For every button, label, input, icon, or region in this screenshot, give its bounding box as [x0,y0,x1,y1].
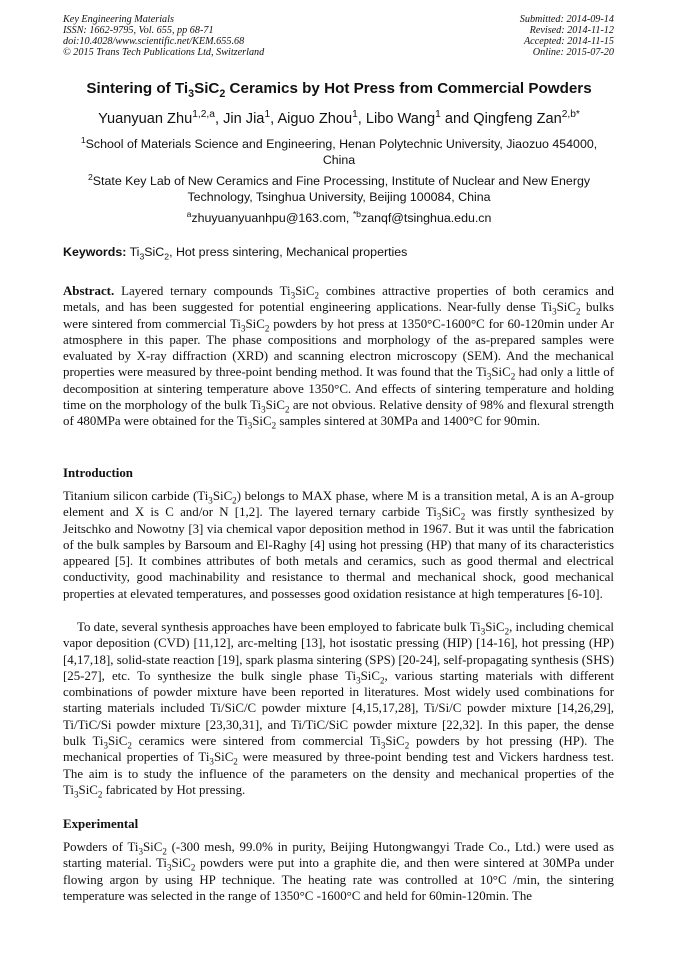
journal-name: Key Engineering Materials [63,14,174,25]
accepted-date: Accepted: 2014-11-15 [523,36,614,47]
author: Aiguo Zhou [277,111,353,127]
submitted-date: Submitted: 2014-09-14 [519,14,614,25]
author: Qingfeng Zan [473,111,562,127]
paper-title: Sintering of $Ti_3SiC_2$ Ceramics by Hot Press from Commercial Powders [86,80,592,101]
section-heading-experimental: Experimental [63,817,139,831]
keywords: Keywords: $Ti_3SiC_2$, Hot press sintering, Mechanical properties [63,245,408,262]
journal-header [63,14,264,58]
issn: ISSN: 1662-9795, Vol. 655, pp 68-71 [63,25,214,36]
author: Jin Jia [223,111,265,127]
experimental-paragraph-1: Powders of $Ti_3SiC_2$ (-300 mesh, 99.0% in purity, Beijing Hutongwangyi Trade Co., Ltd.) were used as starting material. $Ti_3SiC_2$ powders were put into a graphite die, and then were sintered at 30MPa under flowing argon by using HP technique. The heating rate was controlled at 10°C /min, the sintering temperature was selected in the range of 1350°C -1600°C and held for 60min-120min. The [63,840,614,903]
author: Yuanyuan Zhu [98,111,193,127]
affiliation-2: $^2$State Key Lab of New Ceramics and Fine Processing, Institute of Nuclear and New Energy Technology, Tsinghua University, Beijing 100084, China [87,171,591,204]
doi: doi:10.4028/www.scientific.net/KEM.655.68 [63,36,245,47]
online-date: Online: 2015-07-20 [532,47,614,58]
intro-paragraph-1: Titanium silicon carbide $(Ti_3SiC_2)$ belongs to MAX phase, where M is a transition metal, A is an A-group element and X is C and/or N [1,2]. The layered ternary carbide $Ti_3SiC_2$ was firstly synthesized by Jeitschko and Nowotny [3] via chemical vapor deposition method in 1967. But it was until the fabrication of the bulk samples by Barsoum and El-Raghy [4] using hot pressing (HP) that many of its characteristics appeared [5]. It combines attributes of both metals and ceramics, such as good thermal and electrical conductivity, good machinability and resistance to thermal and mechanical shock, good mechanical properties at elevated temperatures, and possesses good oxidation resistance at high temperatures [6-10]. [63,489,615,601]
copyright: © 2015 Trans Tech Publications Ltd, Switzerland [63,47,265,58]
dates-header [520,14,614,58]
abstract: Abstract. Layered ternary compounds $Ti_3SiC_2$ combines attractive properties of both ceramics and metals, and has been suggested for potential engineering applications. Near-fully dense $Ti_3SiC_2$ bulks were sintered from commercial $Ti_3SiC_2$ powders by hot press at 1350°C-1600°C for 60-120min under Ar atmosphere in this paper. The phase compositions and morphology of the as-prepared samples were evaluated by X-ray diffraction (XRD) and scanning electron microscopy (SEM). And the mechanical properties were measured by three-point bending method. It was found that the $Ti_3SiC_2$ had only a little of decomposition at sintering temperature above 1350°C. And effects of sintering temperature and holding time on the morphology of the bulk $Ti_3SiC_2$ are not obvious. Relative density of 98% and flexural strength of 480MPa were obtained for the $Ti_3SiC_2$ samples sintered at 30MPa and 1400°C for 90min. [63,284,614,431]
author-list: Yuanyuan Zhu$^{1,2,a}$, Jin Jia$^1$, Aiguo Zhou$^1$, Libo Wang$^1$ and Qingfeng Zan$^{2,b*}$ [98,109,580,127]
affiliation-1: $^1$School of Materials Science and Engineering, Henan Polytechnic University, Jiaozuo 454000, China [80,134,598,167]
section-heading-introduction: Introduction [63,466,133,480]
author: Libo Wang [365,111,436,127]
author-emails: $^a$zhuyuanyuanhpu@163.com, $^{*b}$zanqf@tsinghua.edu.cn [186,208,492,225]
revised-date: Revised: 2014-11-12 [529,25,614,36]
intro-paragraph-2: To date, several synthesis approaches have been employed to fabricate bulk $Ti_3SiC_2$, including chemical vapor deposition (CVD) [11,12], arc-melting [13], hot isostatic pressing (HIP) [14-16], hot pressing (HP) [4,17,18], solid-state reaction [19], spark plasma sintering (SPS) [20-24], self-propagating synthesis (SHS) [25-27], etc. To synthesize the bulk single phase $Ti_3SiC_2$, various starting materials with different combinations of powder mixture have been reported in literatures. Most widely used combinations for starting materials included Ti/SiC/C powder mixture [4,15,17,28], Ti/Si/C powder mixture [14,26,29], Ti/TiC/Si powder mixture [23,30,31], and Ti/TiC/SiC powder mixture [22,32]. In this paper, the dense bulk $Ti_3SiC_2$ ceramics were sintered from commercial $Ti_3SiC_2$ powders by hot pressing (HP). The mechanical properties of $Ti_3SiC_2$ were measured by three-point bending test and Vickers hardness test. The aim is to study the influence of the parameters on the density and mechanical properties of the $Ti_3SiC_2$ fabricated by Hot pressing. [63,620,614,800]
